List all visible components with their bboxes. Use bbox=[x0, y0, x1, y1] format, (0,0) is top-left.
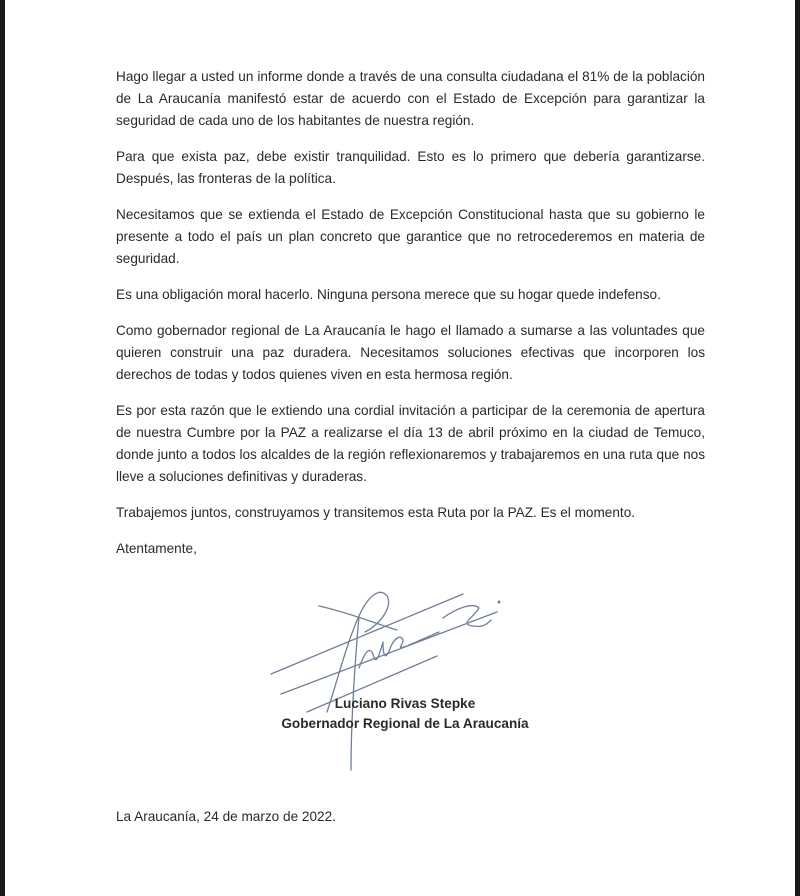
paragraph-paz: Para que exista paz, debe existir tranquilidad. Esto es lo primero que debería garantizarse. Después, las fronteras de la política. bbox=[116, 149, 705, 186]
letter-body bbox=[116, 66, 705, 574]
paragraph-ruta: Trabajemos juntos, construyamos y transitemos esta Ruta por la PAZ. Es el momento. bbox=[116, 505, 636, 520]
paragraph-extension: Necesitamos que se extienda el Estado de Excepción Constitucional hasta que su gobierno le presente a todo el país un plan concreto que garantice que no retrocederemos en materia de seguridad. bbox=[116, 207, 705, 266]
place-date: La Araucanía, 24 de marzo de 2022. bbox=[116, 809, 336, 824]
signer-title: Gobernador Regional de La Araucanía bbox=[281, 716, 529, 731]
paragraph-obligacion: Es una obligación moral hacerlo. Ninguna persona merece que su hogar quede indefenso. bbox=[116, 287, 661, 302]
paragraph-invitacion: Es por esta razón que le extiendo una cordial invitación a participar de la ceremonia de apertura de nuestra Cumbre por la PAZ a realizarse el día 13 de abril próximo en la ciudad de Temuco, donde junto a todos los alcaldes de la región reflexionaremos y trabajaremos en una ruta que nos lleve a soluciones definitivas y duraderas. bbox=[116, 403, 705, 484]
letter-page bbox=[5, 0, 795, 896]
paragraph-consulta: Hago llegar a usted un informe donde a través de una consulta ciudadana el 81% de la población de La Araucanía manifestó estar de acuerdo con el Estado de Excepción para garantizar la seguridad de cada uno de los habitantes de nuestra región. bbox=[116, 69, 705, 128]
handwritten-signature bbox=[267, 572, 507, 772]
signer-block bbox=[275, 694, 535, 734]
paragraph-llamado: Como gobernador regional de La Araucanía le hago el llamado a sumarse a las voluntades que quieren construir una paz duradera. Necesitamos soluciones efectivas que incorporen los derechos de todas y todos quienes viven en esta hermosa región. bbox=[116, 323, 705, 382]
signer-name: Luciano Rivas Stepke bbox=[334, 696, 476, 711]
closing: Atentamente, bbox=[116, 541, 197, 556]
